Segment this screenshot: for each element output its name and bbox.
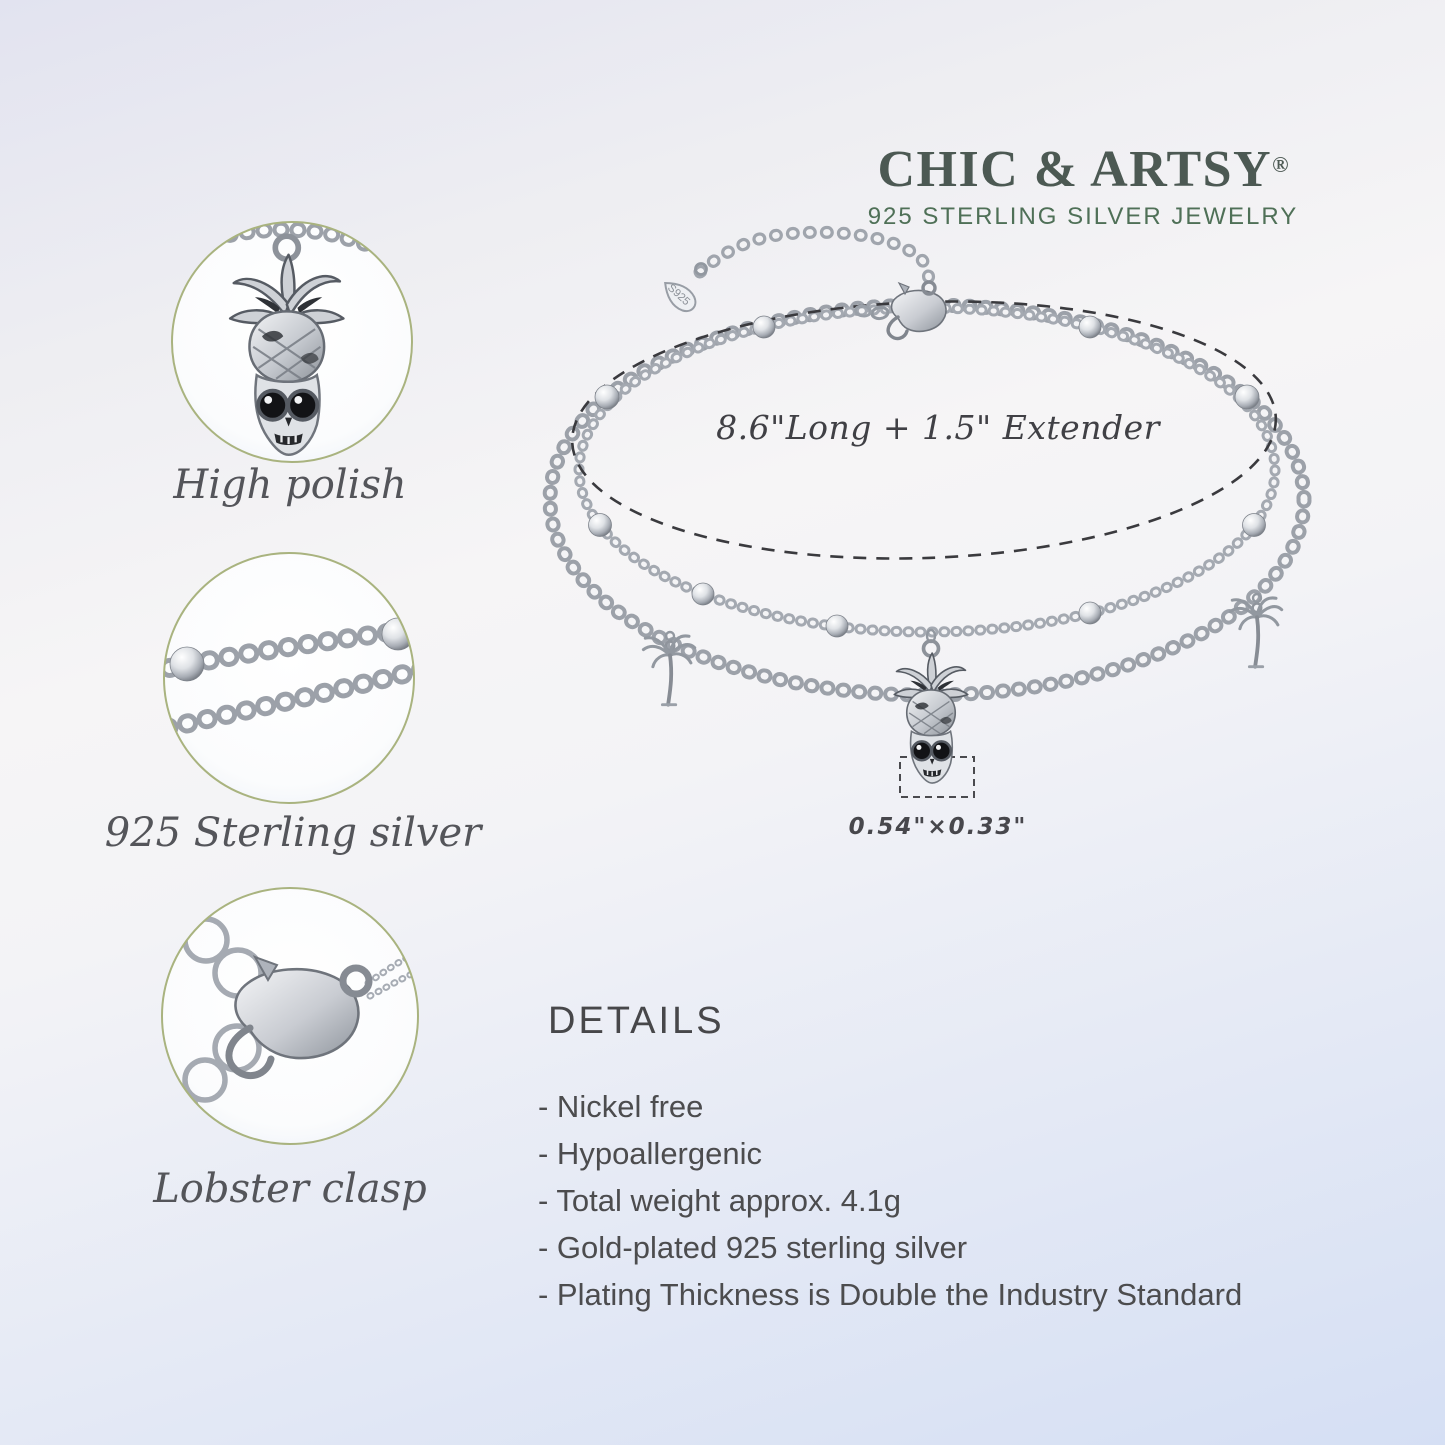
tag-label: S925: [664, 281, 693, 309]
feature-circle-lobster-clasp: [160, 884, 438, 1144]
s925-tag: [658, 275, 700, 316]
inner-bead-chain: [579, 308, 1275, 632]
details-item: - Nickel free: [538, 1089, 704, 1124]
details-item: - Gold-plated 925 sterling silver: [538, 1230, 968, 1265]
bracelet-illustration: [550, 232, 1304, 797]
details-section: [538, 1000, 1243, 1318]
details-heading: DETAILS: [548, 1000, 725, 1042]
details-item: - Hypoallergenic: [538, 1136, 762, 1171]
brand-title: [868, 140, 1299, 199]
brand-subtitle: 925 STERLING SILVER JEWELRY: [867, 203, 1299, 230]
length-annotation: 8.6"Long + 1.5" Extender: [716, 408, 1160, 447]
pineapple-skull-pendant: [894, 630, 968, 783]
feature-circle-high-polish: [165, 222, 412, 462]
details-list: [538, 1083, 1242, 1318]
details-item: - Total weight approx. 4.1g: [538, 1183, 902, 1218]
details-item: - Plating Thickness is Double the Industry Standard: [538, 1277, 1243, 1312]
feature-circle-sterling-silver: [148, 553, 428, 803]
caption-lobster-clasp: Lobster clasp: [153, 1166, 427, 1212]
brand-block: [867, 140, 1445, 231]
registered-mark: ®: [1272, 152, 1289, 177]
brand-title-text: CHIC & ARTSY: [877, 141, 1273, 198]
extender-chain: [696, 232, 930, 284]
caption-high-polish: High polish: [173, 462, 407, 508]
pendant-size-annotation: 0.54"×0.33": [848, 814, 1028, 840]
caption-sterling-silver: 925 Sterling silver: [104, 810, 482, 856]
